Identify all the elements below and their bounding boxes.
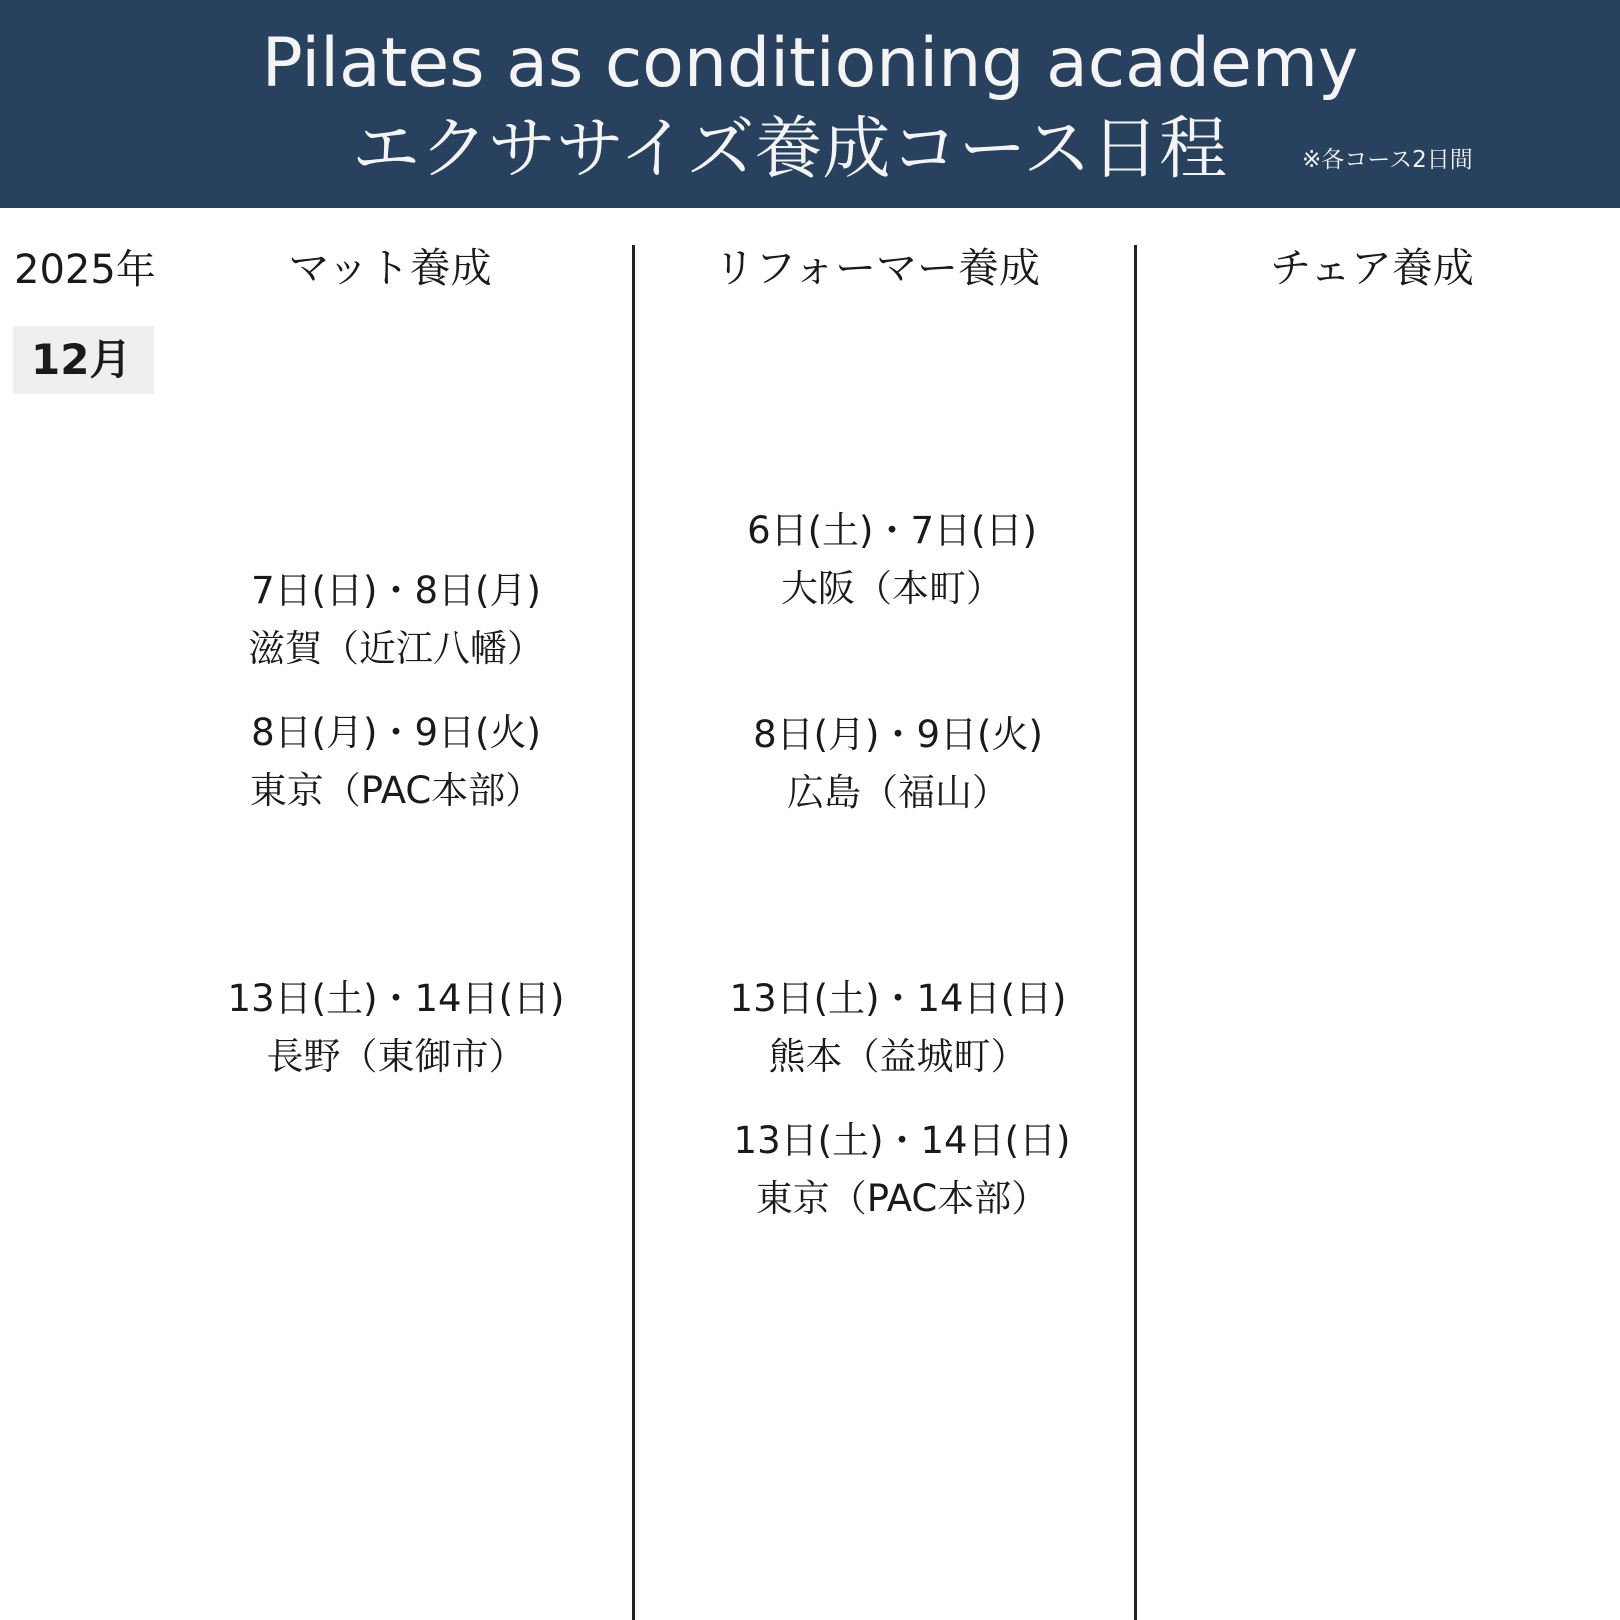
entry-date: 8日(月)・9日(火) — [753, 713, 1043, 756]
entry-place: 滋賀（近江八幡） — [248, 627, 544, 670]
page-title-english: Pilates as conditioning academy — [261, 24, 1359, 103]
column-heading-reformer: リフォーマー養成 — [714, 244, 1040, 292]
schedule-entry-reformer-3 — [688, 970, 1108, 1086]
schedule-entry-reformer-4 — [692, 1112, 1112, 1228]
page-title-japanese: エクササイズ養成コース日程 — [352, 110, 1228, 189]
entry-place: 広島（福山） — [787, 771, 1009, 814]
entry-place: 長野（東御市） — [266, 1035, 526, 1078]
column-heading-mat: マット養成 — [288, 244, 492, 292]
schedule-entry-mat-1 — [196, 562, 596, 678]
year-label: 2025年 — [14, 247, 156, 293]
column-divider-1 — [632, 245, 635, 1620]
entry-date: 13日(土)・14日(日) — [733, 1119, 1071, 1162]
entry-date: 7日(日)・8日(月) — [251, 569, 541, 612]
schedule-entry-reformer-2 — [698, 706, 1098, 822]
entry-place: 熊本（益城町） — [768, 1035, 1028, 1078]
entry-date: 6日(土)・7日(日) — [747, 509, 1037, 552]
schedule-entry-mat-2 — [196, 704, 596, 820]
column-divider-2 — [1134, 245, 1137, 1620]
entry-place: 大阪（本町） — [781, 567, 1003, 610]
entry-date: 13日(土)・14日(日) — [227, 977, 565, 1020]
entry-place: 東京（PAC本部） — [249, 769, 543, 812]
course-duration-note: ※各コース2日間 — [1302, 147, 1473, 173]
schedule-entry-mat-3 — [186, 970, 606, 1086]
header-banner — [0, 0, 1620, 208]
month-label: 12月 — [31, 335, 132, 384]
month-badge — [13, 326, 154, 394]
schedule-entry-reformer-1 — [692, 502, 1092, 618]
column-heading-chair: チェア養成 — [1270, 244, 1474, 292]
entry-date: 8日(月)・9日(火) — [251, 711, 541, 754]
entry-place: 東京（PAC本部） — [755, 1177, 1049, 1220]
entry-date: 13日(土)・14日(日) — [729, 977, 1067, 1020]
